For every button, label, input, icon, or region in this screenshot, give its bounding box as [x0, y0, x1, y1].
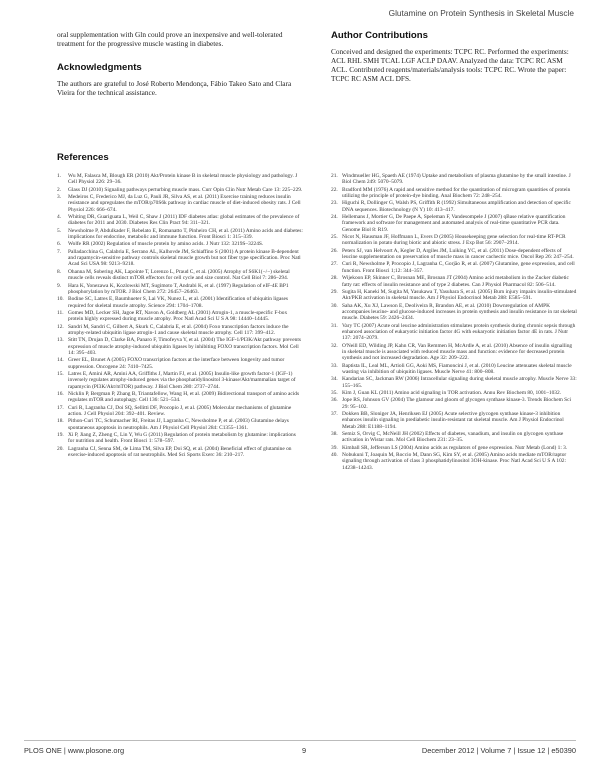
reference-text: Latres E, Amini AR, Amini AA, Griffiths J, Martin FJ, et al. (2005) Insulin-like growth factor-1 (IGF-1) inversely regulates atrophy-induced genes via the phosphatidylinositol 3-kinase/Akt/mammalian target of rapamycin (PI3K/Akt/mTOR) pathway. J Biol Chem 280: 2737–2744. — [68, 370, 296, 390]
reference-number: 23. — [331, 200, 338, 207]
reference-text: Medeiros C, Frederico MJ, da Luz G, Pauli JR, Silva AS, et al. (2011) Exercise training reduces insulin resistance and upregulates the mTOR/p70S6k pathway in cardiac muscle of diet-induced obesity rats. J Cell Physiol 226: 666–674. — [68, 194, 301, 213]
reference-item — [57, 194, 303, 213]
reference-item — [57, 187, 303, 193]
reference-number: 4. — [57, 214, 62, 221]
reference-item — [331, 261, 577, 274]
running-head: Glutamine on Protein Synthesis in Skeletal Muscle — [388, 8, 574, 18]
reference-text: Newsholme P, Abdulkader F, Rebelato E, Romanatto T, Pinheiro CH, et al. (2011) Amino acids and diabetes: implications for endocrine, metabolic and immune function. Front Biosci 1: 315–339. — [68, 227, 303, 241]
reference-text: Wijekoon EP, Skinner C, Brosnan ME, Brosnan JT (2004) Amino acid metabolism in the Zucker diabetic fatty rat: effects of insulin resistance and of type 2 diabetes. Can J Physiol Pharmacol 82: 506–514. — [342, 275, 569, 288]
acknowledgments-heading: Acknowledgments — [57, 62, 142, 73]
reference-number: 34. — [331, 376, 338, 383]
reference-item — [57, 324, 303, 337]
reference-text: Hellemans J, Mortier G, De Paepe A, Speleman F, Vandesompele J (2007) qBase relative quantification framework and software for management and automated analysis of real-time quantitative PCR data. Genome Biol 8: R19. — [342, 214, 566, 233]
reference-number: 33. — [331, 362, 338, 369]
reference-item — [57, 214, 303, 227]
reference-number: 28. — [331, 275, 338, 282]
reference-text: Windmueller HG, Spaeth AE (1974) Uptake and metabolism of plasma glutamine by the small intestine. J Biol Chem 249: 5070–5079. — [342, 173, 571, 186]
reference-item — [57, 432, 303, 445]
reference-item — [57, 357, 303, 370]
reference-item — [331, 431, 577, 444]
reference-number: 14. — [57, 357, 64, 364]
reference-text: Semiz S, Orvig C, McNeill JH (2002) Effects of diabetes, vanadium, and insulin on glycogen synthase activation in Wistar rats. Mol Cell Biochem 231: 23–35. — [342, 431, 564, 444]
reference-item — [331, 187, 577, 200]
reference-item — [331, 275, 577, 288]
reference-number: 8. — [57, 268, 62, 275]
references-right-list — [331, 173, 577, 472]
reference-item — [57, 418, 303, 431]
reference-item — [57, 405, 303, 418]
reference-text: Hara K, Yonezawa K, Kozlowski MT, Sugimoto T, Andrabi K, et al. (1997) Regulation of eIF-4E BP1 phosphorylation by mTOR. J Biol Chem 272: 26457–26463. — [68, 282, 289, 295]
reference-item — [331, 173, 577, 186]
reference-text: Ohanna M, Sobering AK, Lapointe T, Lorenzo L, Praud C, et al. (2005) Atrophy of S6K1(−/−) skeletal muscle cells reveals distinct mTOR effectors for cell cycle and size control. Nat Cell Biol 7: 286–294. — [68, 268, 290, 282]
reference-item — [57, 310, 303, 323]
reference-number: 37. — [331, 411, 338, 418]
reference-number: 2. — [57, 186, 62, 193]
reference-text: Pithon-Curi TC, Schumacher RI, Freitas JJ, Lagranha C, Newsholme P, et al. (2003) Glutamine delays spontaneous apoptosis in neutrophils. Am J Physiol Cell Physiol 284: C1355–1361. — [68, 418, 289, 431]
reference-item — [57, 173, 303, 186]
reference-item — [57, 269, 303, 282]
reference-number: 22. — [331, 186, 338, 193]
reference-number: 13. — [57, 337, 64, 344]
reference-item — [57, 446, 303, 459]
reference-number: 27. — [331, 261, 338, 268]
reference-number: 29. — [331, 288, 338, 295]
acknowledgments-text: The authors are grateful to José Roberto Mendonça, Fábio Takeo Sato and Clara Vieira for the technical assistance. — [57, 79, 292, 97]
reference-number: 21. — [331, 173, 338, 179]
reference-text: Glass DJ (2010) Signaling pathways perturbing muscle mass. Curr Opin Clin Nutr Metab Care 13: 225–229. — [68, 186, 303, 193]
reference-number: 7. — [57, 248, 62, 255]
reference-number: 25. — [331, 234, 338, 241]
reference-number: 10. — [57, 296, 64, 303]
reference-text: Stitt TN, Drujan D, Clarke BA, Panaro F, Timofeyva Y, et al. (2004) The IGF-1/PI3K/Akt pathway prevents expression of muscle atrophy-induced ubiquitin ligases by inhibiting FOXO transcription factors. Mol Cell 14: 395–403. — [68, 337, 301, 356]
reference-text: Lagranha CJ, Senna SM, de Lima TM, Silva EP, Doi SQ, et al. (2004) Beneficial effect of glutamine on exercise-induced apoptosis of rat neutrophils. Med Sci Sports Exerc 36: 210–217. — [68, 445, 292, 459]
reference-number: 20. — [57, 445, 64, 452]
reference-number: 24. — [331, 214, 338, 221]
reference-item — [57, 283, 303, 296]
reference-item — [331, 445, 577, 451]
reference-number: 9. — [57, 282, 62, 289]
references-heading: References — [57, 152, 109, 163]
reference-text: Nicot N, Hausman JF, Hoffmann L, Evers D (2005) Housekeeping gene selection for real-time RT-PCR normalization in potato during biotic and abiotic stress. J Exp Bot 56: 2907–2914. — [342, 234, 566, 247]
reference-number: 15. — [57, 370, 64, 377]
reference-item — [331, 343, 577, 362]
reference-item — [57, 249, 303, 268]
references-left-list — [57, 173, 303, 472]
reference-item — [331, 248, 577, 261]
page-footer — [24, 740, 576, 755]
reference-text: Higuchi R, Dollinger G, Walsh PS, Griffith R (1992) Simultaneous amplification and detection of specific DNA sequences. Biotechnology (N Y) 10: 413–417. — [342, 200, 571, 213]
footer-page-number: 9 — [301, 746, 307, 755]
reference-text: Nicklin P, Bergman P, Zhang B, Triantafellow, Wang H, et al. (2009) Bidirectional transport of amino acids regulates mTOR and autophagy. Cell 136: 521–534. — [68, 391, 300, 404]
reference-text: Nobukuni T, Joaquin M, Roccio M, Dann SG, Kim SY, et al. (2005) Amino acids mediate mTOR/raptor signaling through activation of class 3 phosphatidylinositol 3OH-kinase. Proc Natl Acad Sci U S A 102: 14238–14243. — [342, 452, 567, 471]
reference-text: Gomes MD, Lecker SH, Jagoe RT, Navon A, Goldberg AL (2001) Atrogin-1, a muscle-specific F-box protein highly expressed during muscle atrophy. Proc Natl Acad Sci U S A 98: 14440–14445. — [68, 309, 288, 323]
left-column — [57, 30, 303, 97]
reference-item — [331, 390, 577, 396]
reference-number: 11. — [57, 309, 64, 316]
reference-text: Kim J, Guan KL (2011) Amino acid signaling in TOR activation. Annu Rev Biochem 80, 1001–1032. — [342, 390, 562, 396]
reference-item — [331, 376, 577, 389]
reference-number: 38. — [331, 431, 338, 438]
reference-number: 12. — [57, 323, 64, 330]
reference-text: Curi R, Newsholme P, Procopio J, Lagranha C, Gorjão R, et al. (2007) Glutamine, gene expression, and cell function. Front Biosci 1;12: 344–357. — [342, 261, 575, 274]
reference-number: 5. — [57, 227, 62, 234]
reference-text: Baptista IL, Leal ML, Artioli GG, Aoki MS, Fiamoncini J, et al. (2010) Leucine attenuates skeletal muscle wasting via inhibition of ubiquitin ligases. Muscle Nerve 41: 800–808. — [342, 362, 572, 375]
reference-text: Wolfe RR (2002) Regulation of muscle protein by amino acids. J Nutr 132: 3219S–3224S. — [68, 241, 264, 248]
reference-text: Sandri M, Sandri C, Gilbert A, Skurk C, Calabria E, et al. (2004) Foxo transcription factors induce the atrophy-related ubiquitin ligase atrogin-1 and cause skeletal muscle atrophy. Cell 117: 399–412. — [68, 323, 289, 336]
reference-item — [331, 289, 577, 302]
reference-number: 6. — [57, 241, 62, 248]
author-contributions-text: Conceived and designed the experiments: TCPC RC. Performed the experiments: ACL RHL SMH TCAL LGF ACLP DAAV. Analyzed the data: TCPC RC ASM ACL. Contributed reagents/materials/analysis tools: TCPC RC. Wrote the paper: TCPC RC ASM ACL DFS. — [331, 47, 569, 83]
reference-number: 18. — [57, 418, 64, 425]
reference-item — [57, 296, 303, 309]
reference-text: Peters SJ, van Helvoort A, Kegler D, Argiles JM, Luiking YC, et al. (2011) Dose-dependent effects of leucine supplementation on preservation of muscle mass in cancer cachectic mice. Oncol Rep 26: 247–254. — [342, 247, 574, 261]
reference-text: Saha AK, Xu XJ, Lawson E, Deoliveira R, Brandon AE, et al. (2010) Downregulation of AMPK accompanies leucine- and glucose-induced increases in protein synthesis and insulin resistance in rat skeletal muscle. Diabetes 59: 2426–2434. — [342, 302, 577, 322]
reference-number: 32. — [331, 342, 338, 349]
right-column — [331, 30, 577, 97]
footer-issue: December 2012 | Volume 7 | Issue 12 | e50390 — [421, 746, 576, 755]
references-section — [57, 152, 577, 472]
author-contributions-heading: Author Contributions — [331, 30, 428, 41]
reference-number: 40. — [331, 452, 338, 459]
reference-item — [331, 303, 577, 322]
reference-item — [331, 452, 577, 471]
reference-item — [331, 200, 577, 213]
reference-text: Jope RS, Johnson GV (2004) The glamour and gloom of glycogen synthase kinase-3. Trends Biochem Sci 29: 95–102. — [342, 397, 572, 410]
reference-item — [331, 234, 577, 247]
reference-item — [331, 397, 577, 410]
reference-text: Whiting DR, Guariguata L, Weil C, Shaw J (2011) IDF diabetes atlas: global estimates of the prevalence of diabetes for 2011 and 2030. Diabetes Res Clin Pract 94: 311–321. — [68, 214, 300, 227]
reference-text: Bodine SC, Latres E, Baumhueter S, Lai VK, Nunez L, et al. (2001) Identification of ubiquitin ligases required for skeletal muscle atrophy. Science 294: 1704–1708. — [68, 296, 288, 309]
top-columns — [57, 30, 577, 97]
reference-text: Kandarian SC, Jackman RW (2006) Intracellular signaling during skeletal muscle atrophy. Muscle Nerve 33: 155–165. — [342, 376, 577, 389]
reference-item — [331, 363, 577, 376]
reference-number: 35. — [331, 390, 338, 396]
reference-text: Vary TC (2007) Acute oral leucine administration stimulates protein synthesis during chronic sepsis through enhanced association of eukaryotic initiation factor 4G with eukaryotic initiation factor 4E in rats. J Nutr 137: 2074–2079. — [342, 322, 576, 342]
reference-item — [57, 337, 303, 356]
reference-text: Dokken BB, Sloniger JA, Henriksen EJ (2005) Acute selective glycogen synthase kinase-3 inhibition enhances insulin signaling in prediabetic insulin-resistant rat skeletal muscle. Am J Physiol Endocrinol Metab 288: E1188–1194. — [342, 411, 564, 430]
footer-journal: PLOS ONE | www.plosone.org — [24, 746, 125, 755]
reference-item — [331, 214, 577, 233]
reference-text: Sugita H, Kaneki M, Sugita M, Yasukawa T, Yasuhara S, et al. (2005) Burn injury impairs insulin-stimulated Akt/PKB activation in skeletal muscle. Am J Physiol Endocrinol Metab 288: E585–591. — [342, 288, 577, 302]
reference-number: 3. — [57, 194, 62, 201]
reference-number: 1. — [57, 173, 62, 179]
reference-number: 19. — [57, 432, 64, 439]
reference-item — [57, 391, 303, 404]
reference-text: Curi R, Lagranha CJ, Doi SQ, Sellitti DF, Procopio J, et al. (2005) Molecular mechanisms of glutamine action. J Cell Physiol 204: 392–401. Review. — [68, 404, 292, 418]
reference-text: Bradford MM (1976) A rapid and sensitive method for the quantitation of microgram quantities of protein utilizing the principle of protein-dye binding. Anal Biochem 72: 248–254. — [342, 186, 571, 200]
reference-item — [57, 228, 303, 241]
intro-paragraph: oral supplementation with Gln could prove an inexpensive and well-tolerated treatment for the progressive muscle wasting in diabetes. — [57, 30, 283, 48]
reference-number: 31. — [331, 322, 338, 329]
reference-text: Kimball SR, Jefferson LS (2004) Amino acids as regulators of gene expression. Nutr Metab (Lond) 1: 3. — [342, 444, 568, 451]
reference-number: 30. — [331, 302, 338, 309]
reference-item — [57, 241, 303, 247]
reference-number: 17. — [57, 404, 64, 411]
reference-number: 39. — [331, 444, 338, 451]
reference-number: 36. — [331, 397, 338, 404]
reference-text: Greer EL, Brunet A (2005) FOXO transcription factors at the interface between longevity and tumor suppression. Oncogene 24: 7410–7425. — [68, 357, 285, 370]
reference-text: Palladacchina G, Calabria E, Serrano AL, Kalhovde JM, Schiaffino S (2001) A protein kinase B-dependent and rapamycin-sensitive pathway controls skeletal muscle growth but not fiber type specification. Proc Natl Acad Sci USA 98: 9213–9218. — [68, 248, 301, 268]
reference-text: O'Neill ED, Wilding JP, Kahn CR, Van Remmen H, McArdle A, et al. (2010) Absence of insulin signalling in skeletal muscle is associated with reduced muscle mass and function: evidence for decreased protein synthesis and not increased degradation. Age 32: 209–222. — [342, 342, 573, 362]
reference-item — [57, 371, 303, 390]
reference-number: 26. — [331, 247, 338, 254]
reference-item — [331, 411, 577, 430]
reference-item — [331, 323, 577, 342]
reference-text: Xi P, Jiang Z, Zheng C, Lin Y, Wu G (2011) Regulation of protein metabolism by glutamine: implications for nutrition and health. Front Biosci 1: 578–597. — [68, 432, 296, 445]
reference-text: Wu M, Falasca M, Blough ER (2010) Akt/Protein kinase B in skeletal muscle physiology and pathology. J Cell Physiol 226: 29–36. — [68, 173, 298, 186]
reference-number: 16. — [57, 391, 64, 397]
